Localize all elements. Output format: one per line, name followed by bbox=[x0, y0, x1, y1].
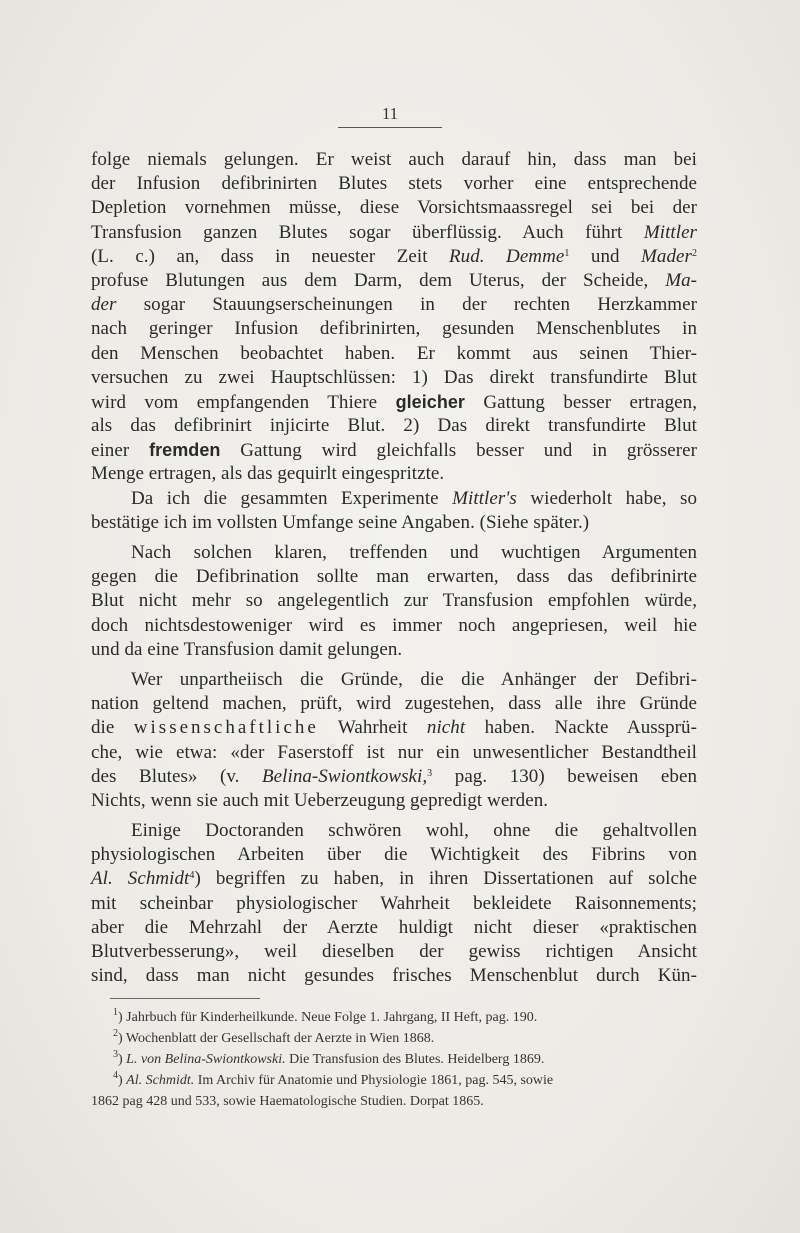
text-line: nach geringer Infusion defibrinirten, gesunden Menschenblutes in bbox=[91, 318, 697, 340]
text-line: (L. c.) an, dass in neuester Zeit Rud. Demme$^1$ und Mader$^2$ bbox=[91, 245, 697, 267]
footnote-4: $^4$) Al. Schmidt. Im Archiv für Anatomie und Physiologie 1861, pag. 545, sowie bbox=[113, 1070, 554, 1088]
author-mittler: Mittler bbox=[643, 221, 697, 243]
author-mader: Mader bbox=[641, 245, 692, 267]
text-line: Einige Doctoranden schwören wohl, ohne die gehaltvollen bbox=[131, 820, 697, 842]
text-line: versuchen zu zwei Hauptschlüssen: 1) Das direkt transfundirte Blut bbox=[91, 366, 697, 388]
emphasis-gleicher: gleicher bbox=[395, 391, 465, 412]
text-line: den Menschen beobachtet haben. Er kommt aus seinen Thier- bbox=[91, 342, 697, 364]
text-line: Nichts, wenn sie auch mit Ueberzeugung gepredigt werden. bbox=[91, 789, 549, 811]
text-line: gegen die Defibrination sollte man erwarten, dass das defibrinirte bbox=[91, 566, 697, 588]
author-demme: Rud. Demme bbox=[449, 245, 565, 267]
text-line: bestätige ich im vollsten Umfange seine Angaben. (Siehe später.) bbox=[91, 511, 590, 533]
page-number: 11 bbox=[381, 104, 399, 123]
text-line: des Blutes» (v. Belina-Swiontkowski,$^3$ pag. 130) beweisen eben bbox=[91, 765, 697, 787]
text-line: nation geltend machen, prüft, wird zugestehen, dass alle ihre Gründe bbox=[91, 693, 697, 715]
text-line: che, wie etwa: «der Faserstoff ist nur ein unwesentlicher Bestandtheil bbox=[91, 741, 697, 763]
text-line: profuse Blutungen aus dem Darm, dem Uterus, der Scheide, Ma- bbox=[91, 269, 697, 291]
text-line: und da eine Transfusion damit gelungen. bbox=[91, 638, 403, 660]
footnote-rule bbox=[110, 998, 260, 999]
text-line: folge niemals gelungen. Er weist auch darauf hin, dass man bei bbox=[91, 149, 697, 170]
text-line: wird vom empfangenden Thiere gleicher Gattung besser ertragen, bbox=[91, 391, 697, 413]
text-line: Al. Schmidt$^4$) begriffen zu haben, in ihren Dissertationen auf solche bbox=[91, 868, 698, 890]
footnote-1: $^1$) Jahrbuch für Kinderheilkunde. Neue Folge 1. Jahrgang, II Heft, pag. 190. bbox=[113, 1007, 538, 1025]
text-line: die wissenschaftliche Wahrheit nicht haben. Nackte Aussprü- bbox=[91, 717, 697, 739]
text-line: einer fremden Gattung wird gleichfalls besser und in grösserer bbox=[91, 440, 697, 462]
text-line: physiologischen Arbeiten über die Wichtigkeit des Fibrins von bbox=[91, 844, 697, 866]
footnote-3: $^3$) L. von Belina-Swiontkowski. Die Transfusion des Blutes. Heidelberg 1869. bbox=[113, 1049, 545, 1067]
body-text bbox=[91, 148, 697, 988]
text-line: Blut nicht mehr so angelegentlich zur Transfusion empfohlen würde, bbox=[91, 590, 697, 612]
footnote-4-continued: 1862 pag 428 und 533, sowie Haematologische Studien. Dorpat 1865. bbox=[91, 1094, 484, 1109]
footnote-2: $^2$) Wochenblatt der Gesellschaft der Aerzte in Wien 1868. bbox=[113, 1028, 435, 1046]
text-line: mit scheinbar physiologischer Wahrheit bekleidete Raisonnements; bbox=[91, 892, 697, 914]
text-line: doch nichtsdestoweniger wird es immer noch angepriesen, weil hie bbox=[91, 614, 697, 636]
text-line: aber die Mehrzahl der Aerzte huldigt nicht dieser «praktischen bbox=[91, 916, 697, 938]
text-line: Menge ertragen, als das gequirlt eingespritzte. bbox=[91, 463, 445, 485]
text-line: Wer unpartheiisch die Gründe, die die Anhänger der Defibri- bbox=[131, 668, 697, 690]
text-line: als das defibrinirt injicirte Blut. 2) Das direkt transfundirte Blut bbox=[91, 415, 697, 437]
text-line: Blutverbesserung», weil dieselben der gewiss richtigen Ansicht bbox=[91, 941, 697, 962]
text-line: Da ich die gesammten Experimente Mittler's wiederholt habe, so bbox=[131, 487, 697, 509]
footnotes bbox=[91, 1007, 697, 1112]
text-line: Depletion vornehmen müsse, diese Vorsichtsmaassregel sei bei der bbox=[91, 197, 697, 219]
header-rule bbox=[338, 127, 442, 128]
spaced-wissenschaftliche: wissenschaftliche bbox=[133, 717, 319, 739]
emphasis-fremden: fremden bbox=[149, 440, 221, 461]
text-line: der sogar Stauungserscheinungen in der rechten Herzkammer bbox=[91, 294, 697, 316]
text-line: der Infusion defibrinirten Blutes stets vorher eine entsprechende bbox=[91, 173, 697, 195]
text-line: sind, dass man nicht gesundes frisches Menschenblut durch Kün- bbox=[91, 965, 697, 987]
text-line: Nach solchen klaren, treffenden und wuchtigen Argumenten bbox=[131, 542, 697, 563]
text-line: Transfusion ganzen Blutes sogar überflüssig. Auch führt Mittler bbox=[91, 221, 697, 243]
